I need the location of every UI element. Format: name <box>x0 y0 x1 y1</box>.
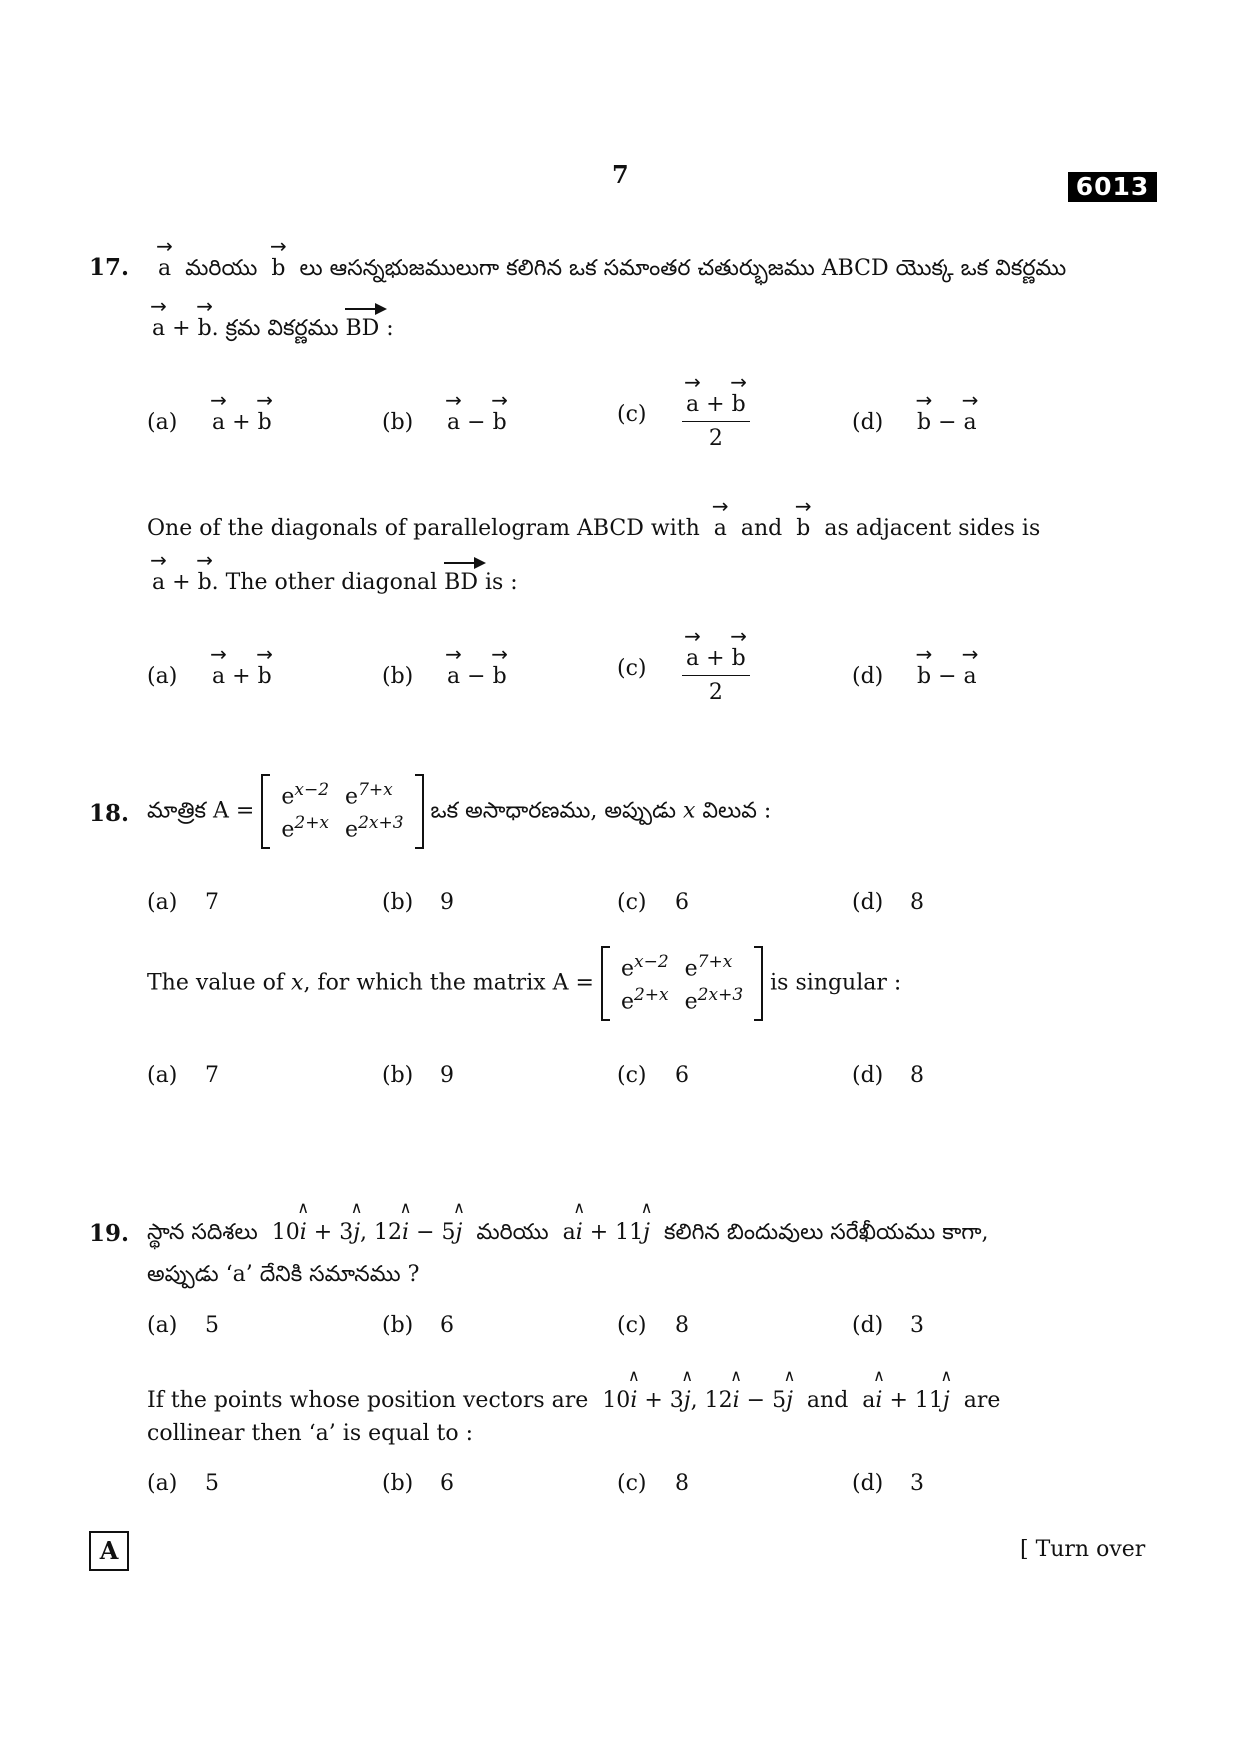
option-a[interactable]: (a) 5 <box>147 1471 219 1496</box>
option-d[interactable]: (d) 8 <box>852 1063 924 1088</box>
option-c[interactable]: (c) 8 <box>617 1471 689 1496</box>
option-a[interactable]: (a) 7 <box>147 1063 219 1088</box>
option-d[interactable]: (d) → b − → a <box>852 408 977 435</box>
option-a[interactable]: (a) → a + → b <box>147 408 272 435</box>
question-19-number: 19. <box>89 1220 130 1247</box>
q18-telugu-question: మాత్రిక A = $e^{x-2}$ $e^{7+x}$ $e^{2+x}$ $e^{2x+3}$ ఒక అసాధారణము, అప్పుడు x విలువ : <box>147 774 771 849</box>
q19-english-line-1: If the points whose position vectors are 10∧ i + 3∧ j, 12∧ i − 5∧ j and a∧ i + 11∧ j are <box>147 1388 1000 1413</box>
option-b[interactable]: (b) → a − → b <box>382 408 507 435</box>
option-b[interactable]: (b) 6 <box>382 1471 454 1496</box>
option-d[interactable]: (d) 3 <box>852 1313 924 1338</box>
option-d[interactable]: (d) → b − → a <box>852 662 977 689</box>
option-b[interactable]: (b) 9 <box>382 1063 454 1088</box>
matrix-A: $e^{x-2}$ $e^{7+x}$ $e^{2+x}$ $e^{2x+3}$ <box>261 774 423 849</box>
option-b[interactable]: (b) 6 <box>382 1313 454 1338</box>
option-c[interactable]: (c) 8 <box>617 1313 689 1338</box>
booklet-series-box: A <box>89 1531 129 1571</box>
option-c[interactable]: (c) → $\frac{a + \to b}{2}$ <box>617 384 750 445</box>
option-c[interactable]: (c) 6 <box>617 890 689 915</box>
matrix-A: $e^{x-2}$ $e^{7+x}$ $e^{2+x}$ $e^{2x+3}$ <box>601 946 763 1021</box>
turn-over-text: [ Turn over <box>1020 1537 1146 1562</box>
q19-telugu-line-1: స్థాన సదిశలు 10∧ i + 3∧ j, 12∧ i − 5∧ j మరియు a∧ i + 11∧ j కలిగిన బిందువులు సరేఖీయము కాగా, <box>147 1220 989 1250</box>
q17-english-line-2: → a + → b. The other diagonal BD is : <box>152 568 518 595</box>
option-b[interactable]: (b) 9 <box>382 890 454 915</box>
page-number: 7 <box>612 160 629 189</box>
paper-code-badge: 6013 <box>1068 172 1157 202</box>
option-a[interactable]: (a) → a + → b <box>147 662 272 689</box>
q17-english-line-1: One of the diagonals of parallelogram ABCD with → a and → b as adjacent sides is <box>147 514 1040 541</box>
option-d[interactable]: (d) 3 <box>852 1471 924 1496</box>
option-c[interactable]: (c) → $\frac{a + \to b}{2}$ <box>617 638 750 699</box>
option-d[interactable]: (d) 8 <box>852 890 924 915</box>
q19-telugu-line-2: అప్పుడు ‘a’ దేనికి సమానము ? <box>147 1262 420 1287</box>
option-c[interactable]: (c) 6 <box>617 1063 689 1088</box>
option-a[interactable]: (a) 5 <box>147 1313 219 1338</box>
q18-english-question: The value of x, for which the matrix A = $e^{x-2}$ $e^{7+x}$ $e^{2+x}$ $e^{2x+3}$ is singular : <box>147 946 901 1021</box>
option-b[interactable]: (b) → a − → b <box>382 662 507 689</box>
option-a[interactable]: (a) 7 <box>147 890 219 915</box>
question-17-number: 17. <box>89 254 130 281</box>
question-18-number: 18. <box>89 800 130 827</box>
q19-english-line-2: collinear then ‘a’ is equal to : <box>147 1421 474 1446</box>
q17-telugu-line-2: → a + → b. క్రమ వికర్ణము BD : <box>152 314 394 346</box>
q17-telugu-line-1: → a మరియు → b లు ఆసన్నభుజములుగా కలిగిన ఒక సమాంతర చతుర్భుజము ABCD యొక్క ఒక వికర్ణము <box>158 254 1066 286</box>
